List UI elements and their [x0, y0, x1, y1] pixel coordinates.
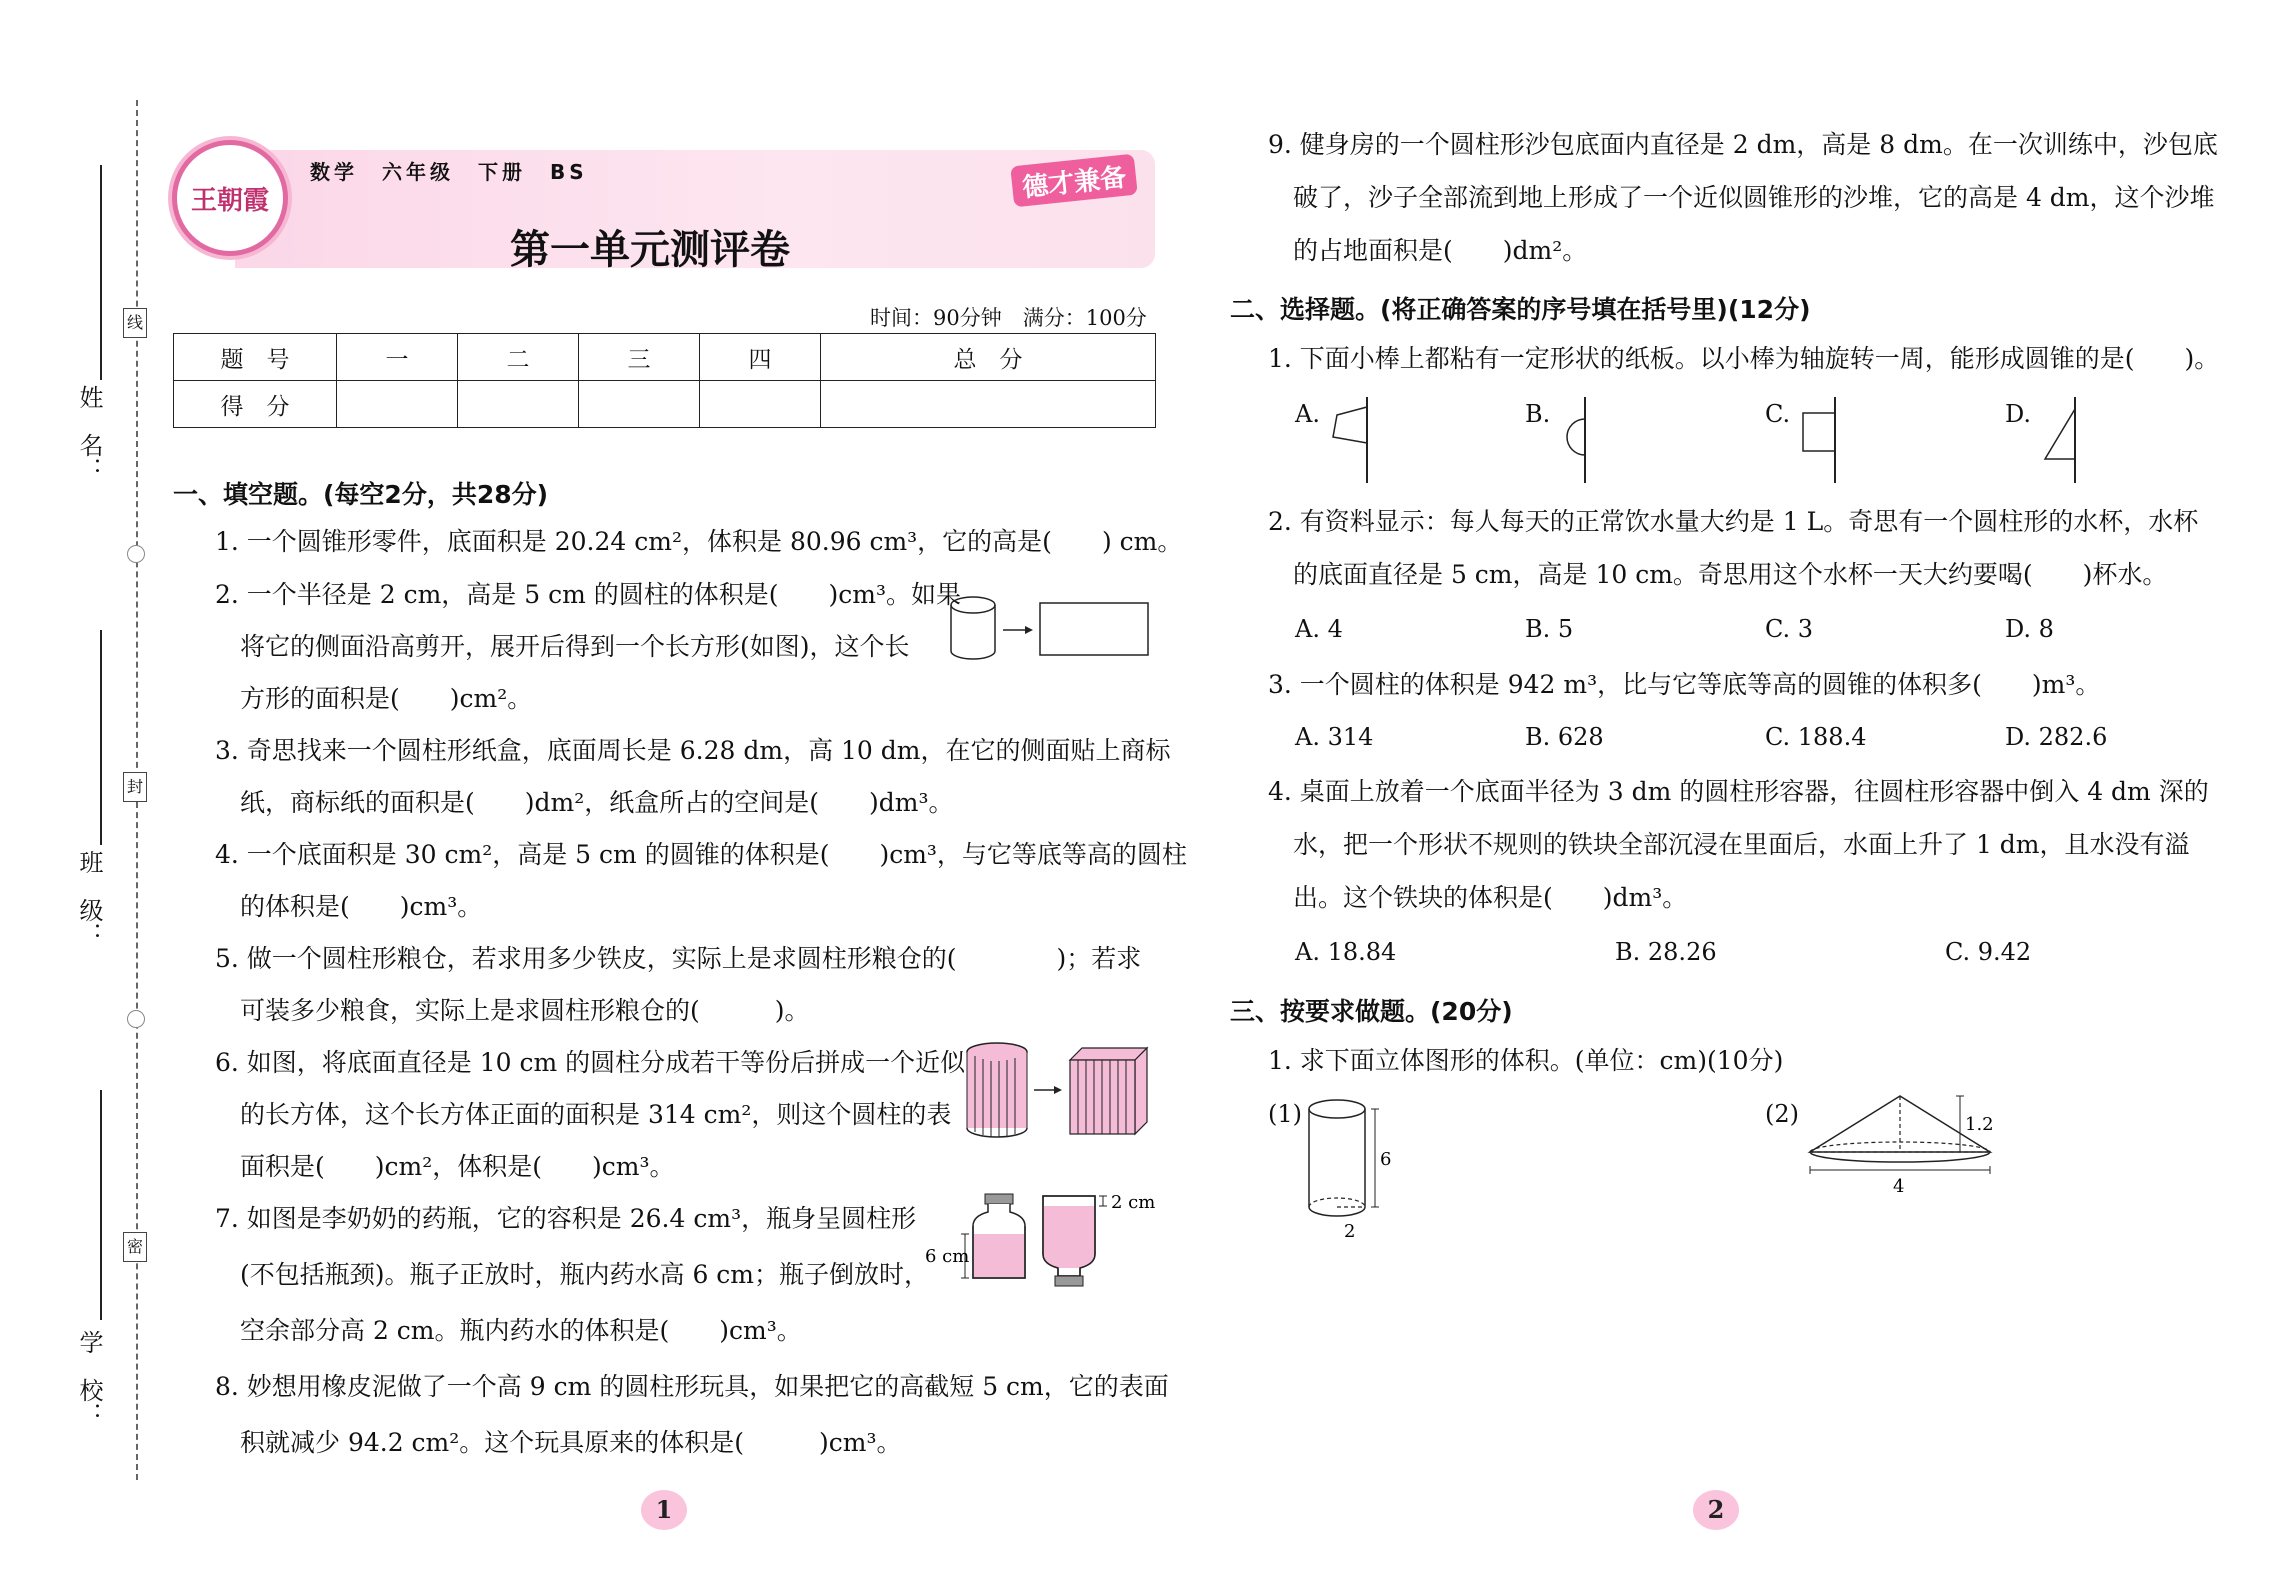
choice-question-1: 1. 下面小棒上都粘有一定形状的纸板。以小棒为轴旋转一周，能形成圆锥的是( )。 — [1268, 344, 2220, 373]
cut-mark: 密 — [123, 1232, 147, 1262]
score-cell[interactable] — [578, 381, 699, 428]
question-7: 7. 如图是李奶奶的药瓶，它的容积是 26.4 cm³，瓶身呈圆柱形 — [215, 1204, 917, 1233]
option-c[interactable]: C. 188.4 — [1765, 723, 1867, 751]
option-a[interactable]: A. 18.84 — [1295, 938, 1397, 966]
score-cell[interactable] — [337, 381, 458, 428]
cylinder-to-cuboid-figure — [962, 1040, 1162, 1140]
question-8: 8. 妙想用橡皮泥做了一个高 9 cm 的圆柱形玩具，如果把它的高截短 5 cm，它的表面 — [215, 1372, 1169, 1401]
triangle-on-stick-figure — [2035, 395, 2085, 485]
brand-logo — [172, 140, 288, 256]
name-line — [100, 165, 102, 380]
option-b[interactable]: B. — [1525, 400, 1551, 428]
question-9-line: 的占地面积是( )dm²。 — [1293, 236, 1588, 265]
question-6-line: 面积是( )cm²，体积是( )cm³。 — [240, 1152, 675, 1181]
question-4: 4. 一个底面积是 30 cm²，高是 5 cm 的圆锥的体积是( )cm³，与它等底等高的圆柱 — [215, 840, 1187, 869]
choice-question-3: 3. 一个圆柱的体积是 942 m³，比与它等底等高的圆锥的体积多( )m³。 — [1268, 670, 2101, 699]
question-4-line: 的体积是( )cm³。 — [240, 892, 483, 921]
question-3: 3. 奇思找来一个圆柱形纸盒，底面周长是 6.28 dm，高 10 dm，在它的侧面贴上商标 — [215, 736, 1171, 765]
option-b[interactable]: B. 5 — [1525, 615, 1574, 643]
school-line — [100, 1090, 102, 1320]
choice-question-2: 2. 有资料显示：每人每天的正常饮水量大约是 1 L。奇思有一个圆柱形的水杯，水杯 — [1268, 507, 2199, 536]
cylinder-figure — [1300, 1095, 1410, 1245]
page-title: 第一单元测评卷 — [510, 227, 790, 273]
option-b[interactable]: B. 28.26 — [1615, 938, 1717, 966]
score-header: 总 分 — [820, 334, 1155, 381]
option-b[interactable]: B. 628 — [1525, 723, 1604, 751]
score-cell[interactable] — [699, 381, 820, 428]
score-header: 三 — [578, 334, 699, 381]
score-header: 一 — [337, 334, 458, 381]
class-label: 班 级： — [75, 850, 103, 946]
option-a[interactable]: A. 314 — [1295, 723, 1374, 751]
cylinder-unfold-figure — [945, 595, 1150, 665]
choice-question-4-line: 水，把一个形状不规则的铁块全部沉浸在里面后，水面上升了 1 dm，且水没有溢 — [1293, 830, 2190, 859]
cut-mark: 线 — [123, 308, 147, 338]
semicircle-on-stick-figure — [1555, 395, 1605, 485]
question-2-line: 将它的侧面沿高剪开，展开后得到一个长方形(如图)，这个长 — [240, 632, 910, 661]
time-info: 时间：90分钟 满分：100分 — [870, 306, 1147, 330]
medicine-bottle-figure — [925, 1190, 1170, 1290]
binding-hole — [127, 545, 145, 563]
choice-question-4: 4. 桌面上放着一个底面半径为 3 dm 的圆柱形容器，往圆柱形容器中倒入 4 dm 深的 — [1268, 777, 2209, 806]
subject-line: 数学 六年级 下册 BS — [310, 160, 588, 184]
page-number: 2 — [1693, 1490, 1739, 1530]
class-line — [100, 630, 102, 845]
question-3-line: 纸，商标纸的面积是( )dm²，纸盒所占的空间是( )dm³。 — [240, 788, 954, 817]
question-6: 6. 如图，将底面直径是 10 cm 的圆柱分成若干等份后拼成一个近似 — [215, 1048, 966, 1077]
option-a[interactable]: A. 4 — [1295, 615, 1343, 643]
option-c[interactable]: C. 9.42 — [1945, 938, 2032, 966]
brand-logo-text: 王朝霞 — [190, 185, 269, 216]
figure-1-label: (1) — [1268, 1100, 1302, 1128]
section-heading: 二、选择题。(将正确答案的序号填在括号里)(12分) — [1230, 295, 1811, 324]
work-question-1: 1. 求下面立体图形的体积。(单位：cm)(10分) — [1268, 1046, 1784, 1075]
option-c[interactable]: C. — [1765, 400, 1791, 428]
question-7-line: (不包括瓶颈)。瓶子正放时，瓶内药水高 6 cm；瓶子倒放时， — [240, 1260, 930, 1289]
section-heading: 三、按要求做题。(20分) — [1230, 997, 1513, 1026]
name-label: 姓 名： — [75, 385, 103, 481]
score-table — [173, 333, 1156, 428]
bottle-gap-label: 2 cm — [1111, 1192, 1156, 1213]
cone-diameter-label: 4 — [1893, 1176, 1905, 1197]
question-2: 2. 一个半径是 2 cm，高是 5 cm 的圆柱的体积是( )cm³。如果 — [215, 580, 961, 609]
motto-badge: 德才兼备 — [1010, 154, 1138, 208]
score-header: 二 — [457, 334, 578, 381]
page-number: 1 — [641, 1490, 687, 1530]
figure-2-label: (2) — [1765, 1100, 1799, 1128]
option-c[interactable]: C. 3 — [1765, 615, 1814, 643]
option-a[interactable]: A. — [1295, 400, 1320, 428]
cone-figure — [1795, 1090, 1995, 1200]
cylinder-height-label: 6 — [1380, 1149, 1392, 1170]
score-header: 题 号 — [174, 334, 337, 381]
question-6-line: 的长方体，这个长方体正面的面积是 314 cm²，则这个圆柱的表 — [240, 1100, 952, 1129]
option-d[interactable]: D. 282.6 — [2005, 723, 2108, 751]
score-cell[interactable] — [457, 381, 578, 428]
question-9-line: 破了，沙子全部流到地上形成了一个近似圆锥形的沙堆，它的高是 4 dm，这个沙堆 — [1293, 183, 2215, 212]
score-row-label: 得 分 — [174, 381, 337, 428]
cone-height-label: 1.2 — [1965, 1114, 1994, 1135]
trapezoid-on-stick-figure — [1325, 395, 1375, 485]
question-5-line: 可装多少粮食，实际上是求圆柱形粮仓的( )。 — [240, 996, 810, 1025]
question-9: 9. 健身房的一个圆柱形沙包底面内直径是 2 dm，高是 8 dm。在一次训练中，沙包底 — [1268, 130, 2218, 159]
rectangle-on-stick-figure — [1795, 395, 1845, 485]
option-d[interactable]: D. 8 — [2005, 615, 2054, 643]
choice-question-2-line: 的底面直径是 5 cm，高是 10 cm。奇思用这个水杯一天大约要喝( )杯水。 — [1293, 560, 2168, 589]
question-1: 1. 一个圆锥形零件，底面积是 20.24 cm²，体积是 80.96 cm³，它的高是( ) cm。 — [215, 527, 1183, 556]
question-2-line: 方形的面积是( )cm²。 — [240, 684, 533, 713]
score-cell[interactable] — [820, 381, 1155, 428]
school-label: 学 校： — [75, 1330, 103, 1426]
cut-mark: 封 — [123, 772, 147, 802]
section-heading: 一、填空题。(每空2分，共28分) — [173, 480, 549, 509]
bottle-height-label: 6 cm — [925, 1246, 970, 1267]
binding-hole — [127, 1010, 145, 1028]
score-header: 四 — [699, 334, 820, 381]
option-d[interactable]: D. — [2005, 400, 2032, 428]
cylinder-radius-label: 2 — [1344, 1221, 1356, 1242]
question-8-line: 积就减少 94.2 cm²。这个玩具原来的体积是( )cm³。 — [240, 1428, 902, 1457]
question-5: 5. 做一个圆柱形粮仓，若求用多少铁皮，实际上是求圆柱形粮仓的( )；若求 — [215, 944, 1142, 973]
choice-question-4-line: 出。这个铁块的体积是( )dm³。 — [1293, 883, 1688, 912]
question-7-line: 空余部分高 2 cm。瓶内药水的体积是( )cm³。 — [240, 1316, 802, 1345]
